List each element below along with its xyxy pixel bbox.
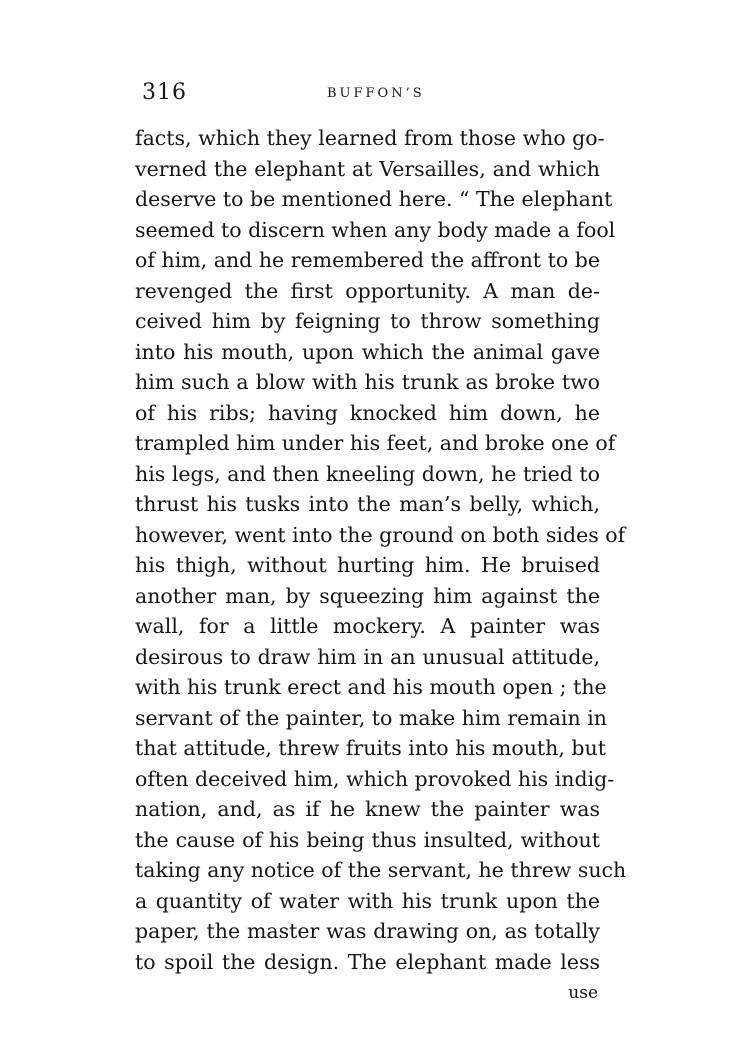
text-line: nation, and, as if he knew the painter was [135, 797, 600, 821]
text-line: his legs, and then kneeling down, he tried to [135, 461, 600, 486]
page-header [142, 80, 602, 110]
text-line: with his trunk erect and his mouth open ; the [135, 675, 607, 699]
text-line: facts, which they learned from those who go- [135, 126, 605, 150]
text-line: paper, the master was drawing on, as totally [135, 919, 600, 943]
text-line: servant of the painter, to make him remain in [135, 705, 607, 730]
text-line: verned the elephant at Versailles, and which [135, 156, 600, 181]
text-line: thrust his tusks into the man’s belly, which, [135, 492, 600, 516]
text-line: into his mouth, upon which the animal gave [135, 339, 600, 364]
text-line: of his ribs; having knocked him down, he [135, 400, 600, 425]
text-line: his thigh, without hurting him. He bruised [135, 553, 600, 577]
text-line: the cause of his being thus insulted, without [135, 827, 600, 852]
text-line: trampled him under his feet, and broke one of [135, 431, 616, 455]
text-line: taking any notice of the servant, he threw such [135, 858, 627, 882]
text-line: however, went into the ground on both sides of [135, 522, 626, 547]
text-line: wall, for a little mockery. A painter was [135, 614, 600, 638]
text-line: another man, by squeezing him against the [135, 583, 600, 608]
text-line: to spoil the design. The elephant made less [135, 949, 600, 974]
text-line: desirous to draw him in an unusual attitude, [135, 644, 600, 669]
page-number: 316 [142, 80, 187, 105]
text-line: often deceived him, which provoked his indig- [135, 766, 615, 791]
text-line: of him, and he remembered the affront to be [135, 248, 600, 272]
text-line: that attitude, threw fruits into his mouth, but [135, 736, 606, 760]
text-line: ceived him by feigning to throw something [135, 309, 600, 333]
text-line: revenged the first opportunity. A man de- [135, 278, 600, 303]
text-line: seemed to discern when any body made a fool [135, 217, 616, 242]
running-head: BUFFON’S [327, 86, 425, 101]
text-line: him such a blow with his trunk as broke two [135, 370, 600, 394]
text-line: deserve to be mentioned here. “ The elephant [135, 187, 613, 211]
body-text [135, 123, 627, 977]
catchword: use [568, 983, 598, 1003]
text-line: a quantity of water with his trunk upon the [135, 888, 600, 913]
